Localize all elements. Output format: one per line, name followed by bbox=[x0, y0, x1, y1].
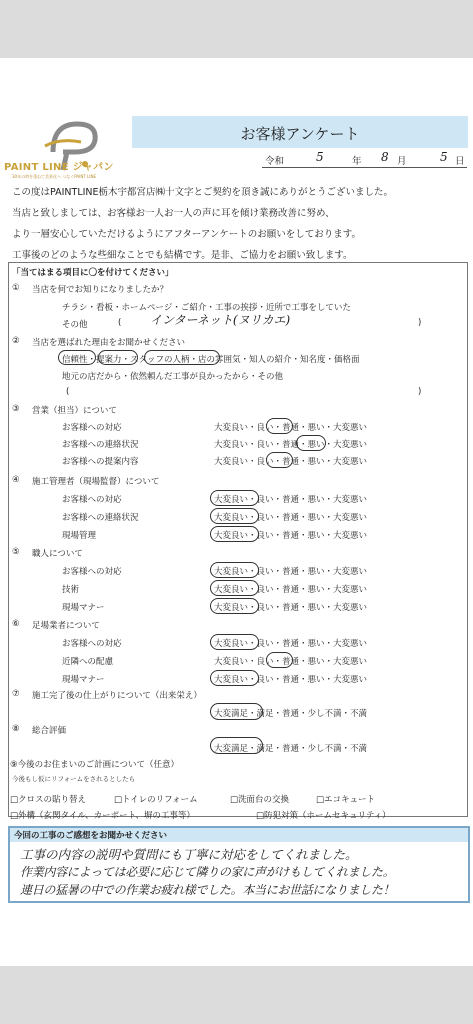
q6-item: 現場マナー bbox=[62, 675, 105, 685]
answer-circle bbox=[210, 508, 259, 524]
answer-circle bbox=[210, 634, 259, 650]
q6-scale: 大変良い・良い・普通・悪い・大変悪い bbox=[214, 675, 368, 685]
q7-label: 施工完了後の仕上がりについて（出来栄え） bbox=[32, 691, 202, 701]
date-era: 令和 bbox=[265, 156, 285, 167]
q5-scale: 大変良い・良い・普通・悪い・大変悪い bbox=[214, 567, 368, 577]
q1-other-label: その他 bbox=[62, 320, 88, 330]
q6-scale: 大変良い・良い・普通・悪い・大変悪い bbox=[214, 639, 368, 649]
q3-label: 営業（担当）について bbox=[32, 406, 117, 416]
date-day: 5 bbox=[440, 150, 448, 164]
q9-option[interactable]: □クロスの貼り替え bbox=[10, 795, 87, 805]
q5-item: 現場マナー bbox=[62, 603, 105, 613]
date-year-unit: 年 bbox=[352, 156, 362, 167]
q3-item: お客様への連絡状況 bbox=[62, 440, 139, 450]
comments-box bbox=[8, 826, 470, 903]
q6-item: 近隣への配慮 bbox=[62, 657, 114, 667]
q3-scale: 大変良い・良い・普通・悪い・大変悪い bbox=[214, 440, 368, 450]
answer-circle bbox=[266, 652, 293, 668]
q2-number: ② bbox=[12, 336, 20, 346]
comments-heading: 今回の工事のご感想をお聞かせください bbox=[14, 831, 168, 841]
q6-scale: 大変良い・良い・普通・悪い・大変悪い bbox=[214, 657, 368, 667]
q5-item: お客様への対応 bbox=[62, 567, 122, 577]
title-banner bbox=[132, 116, 468, 148]
q3-item: お客様への対応 bbox=[62, 423, 122, 433]
date-day-unit: 日 bbox=[455, 156, 465, 167]
q1-paren-close: ) bbox=[418, 318, 422, 328]
intro-line: 工事後のどのような些細なことでも結構です。是非、ご協力をお願い致します。 bbox=[12, 250, 353, 261]
answer-circle bbox=[98, 350, 138, 365]
q9-option[interactable]: □外構（玄関タイル、カーポート、塀の工事等） bbox=[10, 811, 195, 821]
q6-number: ⑥ bbox=[12, 619, 20, 629]
answer-circle bbox=[296, 435, 326, 451]
q7-scale: 大変満足・満足・普通・少し不満・不満 bbox=[214, 709, 368, 719]
q1-options: チラシ・看板・ホームページ・ご紹介・工事の挨拶・近所で工事をしていた bbox=[62, 303, 351, 313]
q9-note: 今後もし仮にリフォームをされるとしたら bbox=[12, 775, 136, 783]
q6-label: 足場業者について bbox=[32, 621, 100, 631]
q3-item: お客様への提案内容 bbox=[62, 457, 139, 467]
instruction: 「当てはまる項目に〇を付けてください」 bbox=[12, 268, 174, 278]
answer-circle bbox=[210, 598, 259, 614]
date-underline bbox=[262, 167, 467, 168]
q9-option[interactable]: □トイレのリフォーム bbox=[114, 795, 198, 805]
page-title: お客様アンケート bbox=[240, 125, 360, 143]
comment-line: 作業内容によっては必要に応じて隣りの家に声がけもしてくれました。 bbox=[20, 865, 395, 879]
q5-label: 職人について bbox=[32, 549, 83, 559]
q4-scale: 大変良い・良い・普通・悪い・大変悪い bbox=[214, 495, 368, 505]
q8-label: 総合評価 bbox=[32, 726, 67, 736]
answer-circle bbox=[210, 580, 259, 596]
q3-number: ③ bbox=[12, 404, 20, 414]
comment-line: 連日の猛暑の中での作業お疲れ様でした。本当にお世話になりました！ bbox=[20, 883, 395, 897]
date-month-unit: 月 bbox=[397, 156, 407, 167]
date-month: 8 bbox=[381, 150, 389, 164]
answer-circle bbox=[210, 562, 259, 578]
q9-option[interactable]: □防犯対策（ホームセキュリティ） bbox=[256, 811, 391, 821]
answer-circle bbox=[266, 452, 293, 468]
q5-scale: 大変良い・良い・普通・悪い・大変悪い bbox=[214, 585, 368, 595]
q1-paren-open: ( bbox=[118, 318, 122, 328]
date-year: 5 bbox=[316, 150, 324, 164]
intro-line: 当店と致しましては、お客様お一人お一人の声に耳を傾け業務改善に努め、 bbox=[12, 208, 335, 219]
q7-number: ⑦ bbox=[12, 689, 20, 699]
q9-label: ⑨今後のお住まいのご計画について（任意） bbox=[10, 760, 179, 770]
answer-circle bbox=[266, 418, 293, 434]
q1-other-answer: インターネット(ヌリカエ) bbox=[150, 313, 291, 327]
q2-options-line1: 信頼性・提案力・スタッフの人柄・店の雰囲気・知人の紹介・知名度・価格面 bbox=[62, 355, 360, 365]
q9-option[interactable]: □エコキュート bbox=[316, 795, 376, 805]
q4-scale: 大変良い・良い・普通・悪い・大変悪い bbox=[214, 513, 368, 523]
q3-scale: 大変良い・良い・普通・悪い・大変悪い bbox=[214, 457, 368, 467]
q1-label: 当店を何でお知りになりましたか？ bbox=[32, 285, 169, 295]
q4-scale: 大変良い・良い・普通・悪い・大変悪い bbox=[214, 531, 368, 541]
q4-item: 現場管理 bbox=[62, 531, 97, 541]
q4-number: ④ bbox=[12, 475, 20, 485]
q5-item: 技術 bbox=[62, 585, 80, 595]
q2-paren-close: ) bbox=[418, 387, 422, 397]
q5-number: ⑤ bbox=[12, 547, 20, 557]
q6-item: お客様への対応 bbox=[62, 639, 122, 649]
answer-circle bbox=[210, 526, 259, 542]
q2-label: 当店を選ばれた理由をお聞かせください bbox=[32, 338, 186, 348]
q8-scale: 大変満足・満足・普通・少し不満・不満 bbox=[214, 744, 368, 754]
q4-item: お客様への連絡状況 bbox=[62, 513, 139, 523]
intro-line: より一層安心していただけるようにアフターアンケートのお願いをしております。 bbox=[12, 229, 362, 240]
logo-text: PAINT LINE ジャパン bbox=[4, 162, 114, 173]
intro-line: この度はPAINTLINE栃木宇都宮店㈱十文字とご契約を頂き誠にありがとうございました。 bbox=[12, 187, 394, 198]
q3-scale: 大変良い・良い・普通・悪い・大変悪い bbox=[214, 423, 368, 433]
q4-item: お客様への対応 bbox=[62, 495, 122, 505]
answer-circle bbox=[210, 670, 259, 686]
q5-scale: 大変良い・良い・普通・悪い・大変悪い bbox=[214, 603, 368, 613]
answer-circle bbox=[210, 490, 259, 506]
q2-paren-open: ( bbox=[66, 387, 70, 397]
answer-circle bbox=[144, 350, 220, 365]
logo-tagline: 30年の時を重ねて美景化へ つなぐPAINT LINE bbox=[12, 174, 96, 179]
q4-label: 施工管理者（現場監督）について bbox=[32, 477, 160, 487]
q9-option[interactable]: □洗面台の交換 bbox=[230, 795, 290, 805]
answer-circle bbox=[210, 703, 263, 720]
q2-options-line2: 地元の店だから・依然頼んだ工事が良かったから・その他 bbox=[62, 372, 284, 382]
comment-line: 工事の内容の説明や質問にも丁寧に対応をしてくれました。 bbox=[20, 847, 358, 862]
q8-number: ⑧ bbox=[12, 724, 20, 734]
q1-number: ① bbox=[12, 283, 20, 293]
answer-circle bbox=[210, 737, 263, 754]
answer-circle bbox=[58, 350, 96, 365]
